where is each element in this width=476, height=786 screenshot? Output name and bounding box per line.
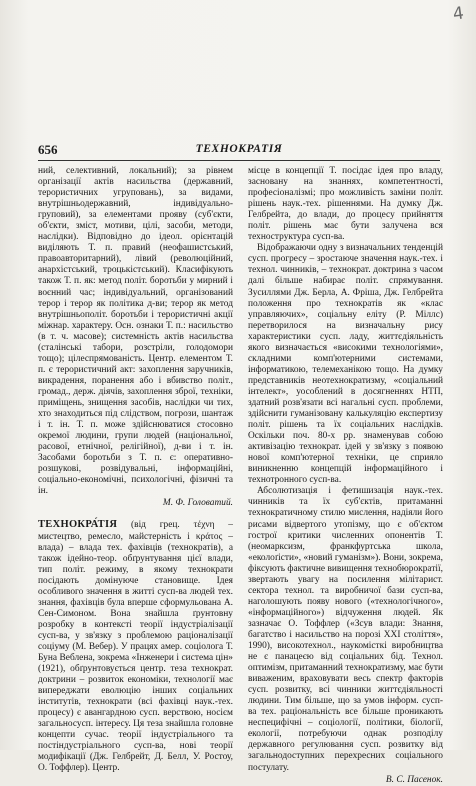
article-paragraph: місце в концепції Т. посідає ідея про владу, засновану на знаннях, компетентності, професіоналізмі; про можливість заміни політ. рішень наук.-тех. рішеннями. На думку Дж. Гелбрейта, до влади, до процесу прийняття політ. рішень має бути залучена вся техноструктура сусп-ва. xyxy=(248,166,443,243)
article-paragraph: Відображаючи одну з визначальних тенденцій сусп. прогресу – зростаюче значення наук.-тех. і технол. чинників, – технократ. доктрина з часом далі більше набирає політ. спрямування. Зусиллями Дж. Берла, А. Фріша, Дж. Гелбрейта положення про технократів як «клас управляючих», соціальну еліту (Р. Міллс) перетворилося на визначальну рису характеристики сусп. ладу, життєдіяльність якого визначається «високими технологіями», складними комп'ютерними системами, інформатикою, телемеханікою тощо. На думку представників неотехнократизму, «соціальний інтелект», уособлений в досягненнях НТП, здатний розв'язати всі нагальні сусп. проблеми, здійснити гуманізовану калькуляцію експертизу політ. рішень та їх соціальних наслідків. Оскільки поч. 80-х рр. знаменував собою активізацію технократ. ідей у зв'язку з появою нової комп'ютерної техніки, це сприяло виникненню концепцій інформаційного і технотронного сусп-ва. xyxy=(248,243,443,486)
author-signature: М. Ф. Головатий. xyxy=(162,498,233,509)
page-number: 656 xyxy=(38,142,58,157)
entry-headword: ТЕХНОКРА́ТІЯ xyxy=(38,519,118,531)
author-signature: В. С. Пасенок. xyxy=(385,774,443,785)
dictionary-entry xyxy=(38,519,233,774)
entry-body: (від грец. τέχνη – мистецтво, ремесло, майстерність і κράτος – влада) – влада тех. фахівців (технократів), а також ідейно-теор. обґрунтування цієї влади, тип політ. режиму, в якому технократи посідають домінуюче становище. Ідея особливого значення в житті сусп-ва людей тех. знання, фахівців була вперше сформульована А. Сен-Симоном. Вона знайшла ґрунтовну розробку в контексті теорії індустріалізації сусп-ва, у зв'язку з проблемою раціоналізації соціуму (М. Вебер). У працях амер. соціолога Т. Буна Веблена, зокрема «Інженери і система цін» (1921), обґрунтовується центр. теза технократ. доктрини – розвиток економіки, технології має випереджати еволюцію інших соціальних інститутів, технократи (всі фахівці наук.-тех. процесу) є авангардною сусп. верствою, носієм загальносусп. інтересу. Ця теза знайшла головне концепти сучас. теорії індустріального та постіндустріального сусп-ва, нові теорії модифікації (Дж. Гелбрейт, Д. Белл, У. Ростоу, О. Тоффлер). Центр. xyxy=(38,520,233,774)
right-column xyxy=(248,166,443,786)
article-paragraph: Абсолютизація і фетишизація наук.-тех. чинників та їх суб'єктів, притаманні технократичному стилю мислення, надіяли його рисами відвертого утопізму, що є об'єктом гострої критики численних опонентів Т. (неомарксизм, франкфуртська школа, «еколоґісти», «новий гуманізм»). Вони, зокрема, фіксують фактичне вивищення технобюрократії, звертають увагу на посилення мілітарист. сектора технол. та виробничої бази сусп-ва, наголошують появу нового («технологічного», «інформаційного») відчуження людей. Як зазначає О. Тоффлер («Зсув влади: Знання, багатство і насильство на порозі XXI століття», 1990), високотехнол., наукомісткі виробництва не є панацеєю від соціальних бід. Технол. оптимізм, притаманний технократизму, має бути виваженим, враховувати весь спектр факторів сусп. розвитку, всі чинники життєдіяльності людини. Тим більше, що за умов інформ. сусп-ва тех. раціональність все більше проникають неспецифічні – соціології, політики, біології, екології, потребуючи однак розподілу державного регулювання сусп. розвитку від загальнодоступних перехресних соціального постулату. xyxy=(248,486,443,773)
header-rule xyxy=(38,160,440,161)
handwritten-page-mark: 4 xyxy=(451,3,466,25)
left-column xyxy=(38,166,233,775)
running-head: ТЕХНОКРАТІЯ xyxy=(195,143,283,155)
page-header xyxy=(38,142,440,158)
continued-article-text: ний, селективний, локальний); за рівнем організації актів насильства (державний, терористичних угруповань), за видами, внутрішньодержавний, індивідуально-груповий), за елементами прояву (суб'єкти, об'єкти, зміст, мотиви, цілі, засоби, методи, наслідки). Відповідно до ідеол. орієнтацій виділяють Т. п. правий (неофашистський, правоавторитарний), лівий (революційний, анархістський, троцькістський). Класифікують також Т. п. як: метод політ. боротьби у мирний і воєнний час; індивідуальний, організований терор і терор як політика д-ви; терор як метод внутрішньополіт. боротьби і терористичні акції міжнар. характеру. Осн. ознаки Т. п.: насильство (в т. ч. масове); системність актів насильства (сталінські табори, розстріли, голодомори тощо); цілеспрямованість. Центр. елементом Т. п. є терористичний акт: захоплення заручників, викрадення, поранення або і вбивство політ., громад., держ. діячів, захоплення зброї, техніки, приміщень, знищення засобів, наслідки чи тих, хто знаходиться під слідством, погрози, шантаж і т. ін. Т. п. може здійснюватися стосовно окремої людини, групи людей (національної, расової, етнічної, релігійної), д-ви і т. ін. Засобами боротьби з Т. п. є: оперативно-розшукові, розвідувальні, інформаційні, соціально-економічні, психологічні, фізичні та ін. xyxy=(38,166,233,497)
